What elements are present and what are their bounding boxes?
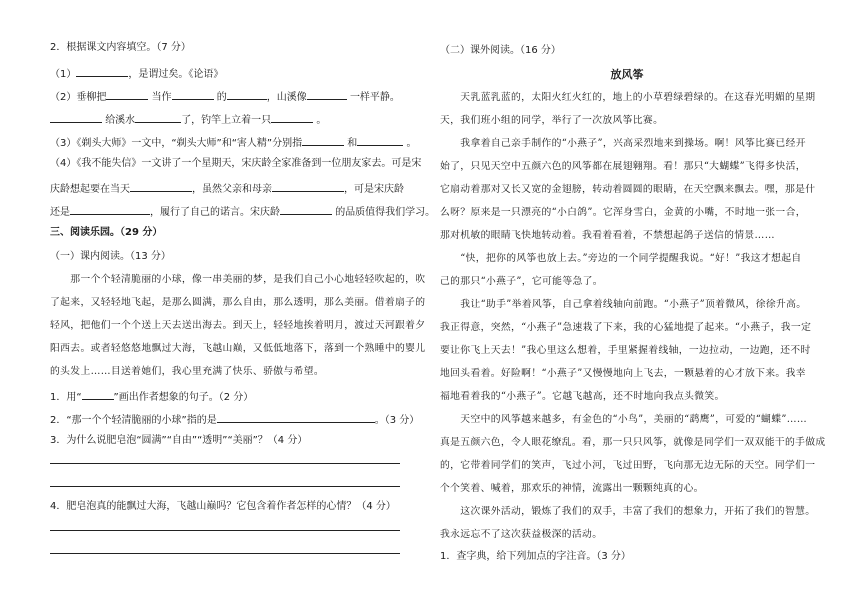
passage1-line: 阳西去。或者轻悠悠地飘过大海，飞越山巅，又低低地落下，落到一个熟睡中的婴儿 <box>50 343 426 354</box>
blank[interactable] <box>106 88 148 100</box>
q2-1-suffix: ，是谓过矣。《论语》 <box>128 69 224 80</box>
q2-2-line2 <box>50 111 326 128</box>
blank[interactable] <box>272 180 344 192</box>
passage2-line: 天，我们班小组的同学，举行了一次放风筝比赛。 <box>440 115 664 126</box>
answer-line[interactable] <box>50 486 400 487</box>
blank[interactable] <box>227 88 267 100</box>
blank[interactable] <box>271 111 313 123</box>
q2-4-line2-a: 庆龄想起要在当天 <box>50 184 130 195</box>
question-1-b: ”画出作者想象的句子。（2 分） <box>113 392 254 403</box>
q2-4-line1: （4）《我不能失信》一文讲了一个星期天，宋庆龄全家准备到一位朋友家去。可是宋 <box>50 158 422 169</box>
passage1-line: 了起来，又轻轻地飞起，是那么圆满，那么自由，那么透明，那么美丽。借着扇子的 <box>50 297 426 308</box>
blank[interactable] <box>70 203 150 215</box>
question-4: 4．肥皂泡真的能飘过大海，飞越山巅吗？它包含着作者怎样的心情？（4 分） <box>50 501 396 512</box>
q2-2-line2-a: 给溪水 <box>105 115 136 126</box>
passage1-line: 那一个个轻清脆丽的小球，像一串美丽的梦，是我们自己小心地轻轻吹起的，吹 <box>50 274 426 285</box>
q2-4-line3-a: 还是 <box>50 207 70 218</box>
passage2-line: 我永远忘不了这次获益极深的活动。 <box>440 529 603 540</box>
q2-2-line2-c: 。 <box>316 115 327 126</box>
q2-2 <box>50 88 400 105</box>
passage2-line: “快，把你的风筝也放上去。”旁边的一个同学提醒我说。“好！”我这才想起自 <box>440 253 802 264</box>
question-2-b: 。（3 分） <box>374 415 420 426</box>
q2-4-line3 <box>50 203 435 220</box>
q2-3-b: 和 <box>347 138 358 149</box>
q2-4-line2-b: ，虽然父亲和母亲 <box>192 184 272 195</box>
question-1 <box>50 388 253 405</box>
passage2-line: 天乳蓝乳蓝的，太阳火红火红的，地上的小草碧绿碧绿的。在这春光明媚的星期 <box>440 92 816 103</box>
part2-title: （二）课外阅读。（16 分） <box>440 45 561 56</box>
blank[interactable] <box>217 411 375 423</box>
question-2 <box>50 411 419 428</box>
blank[interactable] <box>307 88 347 100</box>
q2-2-a: （2）垂柳把 <box>50 92 107 103</box>
passage1-line: 轻风，把他们一个个送上天去送出海去。到天上，轻轻地挨着明月，渡过天河跟着夕 <box>50 320 426 331</box>
blank[interactable] <box>50 111 102 123</box>
q2-1-prefix: （1） <box>50 69 77 80</box>
passage2-line: 要让你飞上天去！”我心里这么想着，手里紧握着线轴，一边拉动，一边跑，还不时 <box>440 345 811 356</box>
passage2-line: 那对机敏的眼睛飞快地转动着。我看着看着，不禁想起鸽子送信的情景…… <box>440 230 775 241</box>
passage2-line: 地回头看着。好险啊！“小燕子”又慢慢地向上飞去，一颗悬着的心才放下来。我幸 <box>440 368 806 379</box>
q2-2-b: 当作 <box>151 92 172 103</box>
q2-3-a: （3）《剃头大师》一文中，“剃头大师”和“害人精”分别指 <box>50 138 303 149</box>
part1-title: （一）课内阅读。（13 分） <box>50 251 171 262</box>
passage2-line: 它扇动着那对又长又宽的金翅膀，转动着圆圆的眼睛，在天空飘来飘去。嘿，那是什 <box>440 184 816 195</box>
q2-3 <box>50 134 416 151</box>
answer-line[interactable] <box>50 530 400 531</box>
answer-line[interactable] <box>50 463 400 464</box>
blank[interactable] <box>135 111 181 123</box>
q2-3-c: 。 <box>406 138 417 149</box>
passage2-line: 我让“助手”举着风筝，自己拿着线轴向前跑。“小燕子”顶着微风，徐徐升高。 <box>440 299 807 310</box>
q2-1 <box>50 65 223 82</box>
q2-4-line3-b: ，履行了自己的诺言。宋庆龄 <box>150 207 280 218</box>
passage2-line: 始了，只见天空中五颜六色的风筝都在展翅翱翔。看！那只“大蝴蝶”飞得多快活， <box>440 161 806 172</box>
question-1-a: 1．用“ <box>50 392 82 403</box>
q2-4-line2 <box>50 180 404 197</box>
question-2-a: 2．“那一个个轻清脆丽的小球”指的是 <box>50 415 217 426</box>
passage2-line: 福地看着我的“小燕子”。它越飞越高，还不时地向我点头微笑。 <box>440 391 725 402</box>
question-3: 3．为什么说肥皂泡“圆满”“自由”“透明”“美丽”？（4 分） <box>50 435 308 446</box>
blank[interactable] <box>76 65 128 77</box>
story-title: 放风筝 <box>610 68 644 81</box>
passage2-line: 我拿着自己亲手制作的“小燕子”，兴高采烈地来到操场。啊！风筝比赛已经开 <box>440 138 806 149</box>
passage2-line: 个个笑着、喊着，那欢乐的神情，流露出一颗颗纯真的心。 <box>440 483 704 494</box>
q2-2-line2-b: 了，钓竿上立着一只 <box>181 115 272 126</box>
section3-title: 三、阅读乐园。（29 分） <box>50 227 163 238</box>
passage2-line: 么呀？原来是一只漂亮的“小白鸽”。它浑身雪白，金黄的小嘴，不时地一张一合， <box>440 207 806 218</box>
q2-2-c: 的 <box>216 92 227 103</box>
blank[interactable] <box>172 88 214 100</box>
passage1-line: 的头发上……目送着她们，我心里充满了快乐、骄傲与希望。 <box>50 366 324 377</box>
passage2-line: 的，它带着同学们的笑声，飞过小河，飞过田野，飞向那无边无际的天空。同学们一 <box>440 460 816 471</box>
blank[interactable] <box>130 180 192 192</box>
passage2-line: 这次课外活动，锻炼了我们的双手，丰富了我们的想象力，开拓了我们的智慧。 <box>440 506 816 517</box>
passage2-line: 己的那只“小燕子”，它可能等急了。 <box>440 276 603 287</box>
q2-4-line2-c: ，可是宋庆龄 <box>344 184 404 195</box>
blank[interactable] <box>302 134 344 146</box>
story-question-1: 1．查字典，给下列加点的字注音。（3 分） <box>440 551 631 562</box>
passage2-line: 天空中的风筝越来越多，有金色的“小鸟”，美丽的“鹞鹰”，可爱的“蝴蝶”…… <box>440 414 807 425</box>
blank[interactable] <box>357 134 403 146</box>
blank[interactable] <box>280 203 332 215</box>
blank[interactable] <box>82 388 114 400</box>
q2-4-line3-c: 的品质值得我们学习。 <box>335 207 436 218</box>
q2-2-d: ，山溪像 <box>266 92 307 103</box>
q2-2-e: 一样平静。 <box>349 92 400 103</box>
passage2-line: 真是五颜六色，令人眼花缭乱。看，那一只只风筝，就像是同学们一双双能干的手做成 <box>440 437 826 448</box>
answer-line[interactable] <box>50 553 400 554</box>
passage2-line: 我正得意，突然，“小燕子”急速栽了下来，我的心猛地提了起来。“小燕子，我一定 <box>440 322 812 333</box>
q2-title: 2．根据课文内容填空。（7 分） <box>50 42 191 53</box>
